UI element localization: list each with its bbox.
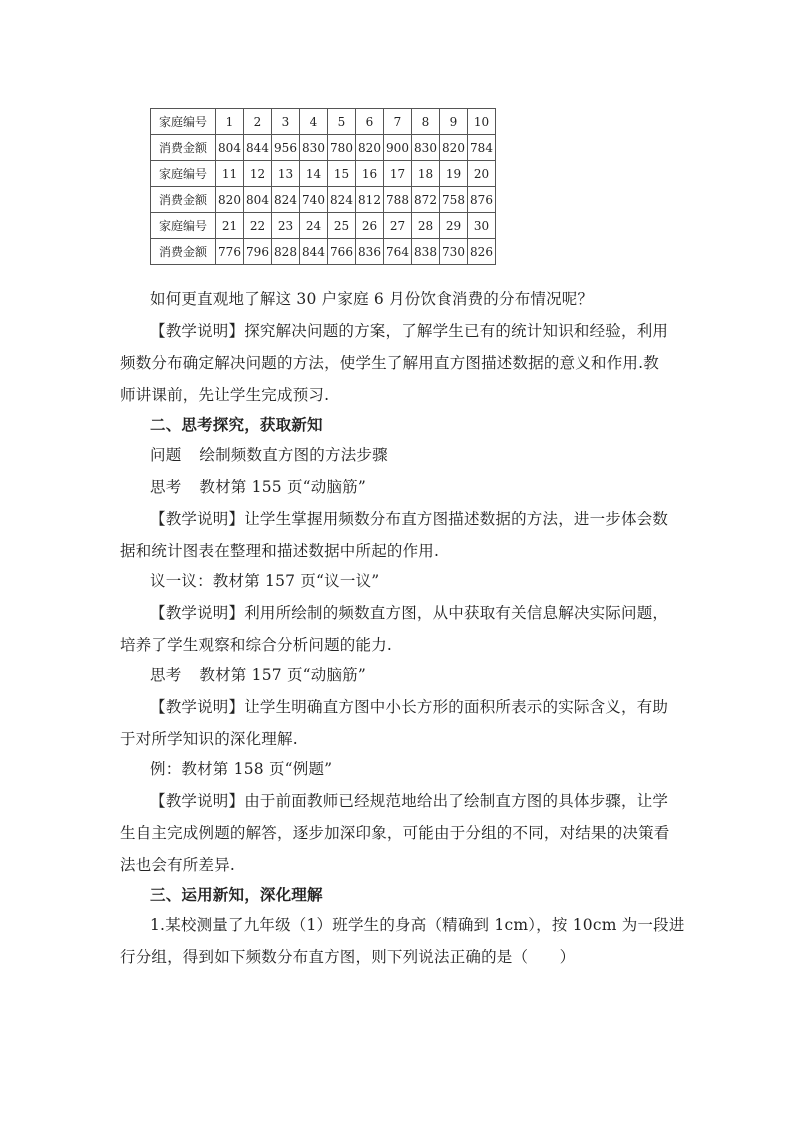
row-header-cell: 消费金额 <box>151 187 216 213</box>
table-cell: 26 <box>356 213 384 239</box>
table-cell: 29 <box>440 213 468 239</box>
think-line-1 <box>150 476 676 498</box>
row-header-cell: 消费金额 <box>151 135 216 161</box>
think-text-2: 教材第 157 页“动脑筋” <box>199 666 366 684</box>
think-label-1: 思考 <box>150 478 182 496</box>
table-cell: 16 <box>356 161 384 187</box>
table-cell: 24 <box>300 213 328 239</box>
table-cell: 826 <box>468 239 496 265</box>
discuss-line: 议一议：教材第 157 页“议一议” <box>150 572 380 590</box>
table-cell: 820 <box>440 135 468 161</box>
exercise-1-line1: 1.某校测量了九年级（1）班学生的身高（精确到 1cm），按 10cm 为一段进 <box>150 916 685 934</box>
table-cell: 812 <box>356 187 384 213</box>
table-cell: 830 <box>300 135 328 161</box>
row-header-cell: 家庭编号 <box>151 109 216 135</box>
table-cell: 956 <box>272 135 300 161</box>
table-cell: 836 <box>356 239 384 265</box>
table-cell: 18 <box>412 161 440 187</box>
section-heading-3: 三、运用新知，深化理解 <box>150 885 323 904</box>
table-cell: 784 <box>468 135 496 161</box>
table-cell: 824 <box>328 187 356 213</box>
table-cell: 876 <box>468 187 496 213</box>
table-cell: 12 <box>244 161 272 187</box>
table-cell: 776 <box>216 239 244 265</box>
table-cell: 25 <box>328 213 356 239</box>
table-cell: 20 <box>468 161 496 187</box>
table-cell: 23 <box>272 213 300 239</box>
table-cell: 1 <box>216 109 244 135</box>
table-cell: 844 <box>300 239 328 265</box>
table-cell: 788 <box>384 187 412 213</box>
table-cell: 824 <box>272 187 300 213</box>
teaching-note-3-line1: 【教学说明】利用所绘制的频数直方图，从中获取有关信息解决实际问题， <box>150 604 669 622</box>
row-header-cell: 家庭编号 <box>151 161 216 187</box>
teaching-note-2-line1: 【教学说明】让学生掌握用频数分布直方图描述数据的方法，进一步体会数 <box>150 510 669 528</box>
table-row <box>151 109 496 135</box>
table-cell: 17 <box>384 161 412 187</box>
consumption-table <box>150 108 496 265</box>
example-line: 例：教材第 158 页“例题” <box>150 760 333 778</box>
problem-label: 问题 <box>150 446 182 464</box>
table-cell: 7 <box>384 109 412 135</box>
table-cell: 2 <box>244 109 272 135</box>
teaching-note-2-line2: 据和统计图表在整理和描述数据中所起的作用. <box>120 542 440 560</box>
problem-text: 绘制频数直方图的方法步骤 <box>199 446 388 464</box>
teaching-note-4-line2: 于对所学知识的深化理解. <box>120 730 298 748</box>
table-body <box>151 109 496 265</box>
table-cell: 10 <box>468 109 496 135</box>
teaching-note-5-line3: 法也会有所差异. <box>120 856 236 874</box>
table-cell: 828 <box>272 239 300 265</box>
table-cell: 766 <box>328 239 356 265</box>
teaching-note-1-line3: 师讲课前，先让学生完成预习. <box>120 386 330 404</box>
table-cell: 11 <box>216 161 244 187</box>
table-cell: 15 <box>328 161 356 187</box>
table-cell: 21 <box>216 213 244 239</box>
table-row <box>151 135 496 161</box>
think-text-1: 教材第 155 页“动脑筋” <box>199 478 366 496</box>
table-cell: 8 <box>412 109 440 135</box>
table-row <box>151 239 496 265</box>
table-cell: 838 <box>412 239 440 265</box>
table-cell: 830 <box>412 135 440 161</box>
problem-line <box>150 444 676 466</box>
table-cell: 804 <box>244 187 272 213</box>
table-row <box>151 187 496 213</box>
table-cell: 730 <box>440 239 468 265</box>
table-cell: 3 <box>272 109 300 135</box>
table-cell: 820 <box>216 187 244 213</box>
table-cell: 872 <box>412 187 440 213</box>
table-cell: 14 <box>300 161 328 187</box>
row-header-cell: 消费金额 <box>151 239 216 265</box>
table-cell: 740 <box>300 187 328 213</box>
teaching-note-1-line1: 【教学说明】探究解决问题的方案，了解学生已有的统计知识和经验，利用 <box>150 322 669 340</box>
table-cell: 13 <box>272 161 300 187</box>
teaching-note-4-line1: 【教学说明】让学生明确直方图中小长方形的面积所表示的实际含义，有助 <box>150 698 669 716</box>
table-cell: 30 <box>468 213 496 239</box>
table-cell: 796 <box>244 239 272 265</box>
row-header-cell: 家庭编号 <box>151 213 216 239</box>
intro-question: 如何更直观地了解这 30 户家庭 6 月份饮食消费的分布情况呢？ <box>150 290 594 308</box>
teaching-note-5-line2: 生自主完成例题的解答，逐步加深印象，可能由于分组的不同，对结果的决策看 <box>120 824 670 842</box>
exercise-1-line2: 行分组，得到如下频数分布直方图，则下列说法正确的是（ ） <box>120 948 576 966</box>
teaching-note-1-line2: 频数分布确定解决问题的方法，使学生了解用直方图描述数据的意义和作用.教 <box>120 354 659 372</box>
table-cell: 780 <box>328 135 356 161</box>
table-cell: 6 <box>356 109 384 135</box>
table-cell: 764 <box>384 239 412 265</box>
table-cell: 5 <box>328 109 356 135</box>
teaching-note-3-line2: 培养了学生观察和综合分析问题的能力. <box>120 636 393 654</box>
think-line-2 <box>150 664 676 686</box>
table-cell: 28 <box>412 213 440 239</box>
table-row <box>151 213 496 239</box>
table-cell: 9 <box>440 109 468 135</box>
table-cell: 804 <box>216 135 244 161</box>
think-label-2: 思考 <box>150 666 182 684</box>
table-cell: 900 <box>384 135 412 161</box>
table-cell: 19 <box>440 161 468 187</box>
table-cell: 820 <box>356 135 384 161</box>
table-cell: 22 <box>244 213 272 239</box>
table-cell: 844 <box>244 135 272 161</box>
teaching-note-5-line1: 【教学说明】由于前面教师已经规范地给出了绘制直方图的具体步骤，让学 <box>150 792 669 810</box>
table-cell: 4 <box>300 109 328 135</box>
table-row <box>151 161 496 187</box>
table-cell: 27 <box>384 213 412 239</box>
table-cell: 758 <box>440 187 468 213</box>
section-heading-2: 二、思考探究，获取新知 <box>150 415 323 434</box>
